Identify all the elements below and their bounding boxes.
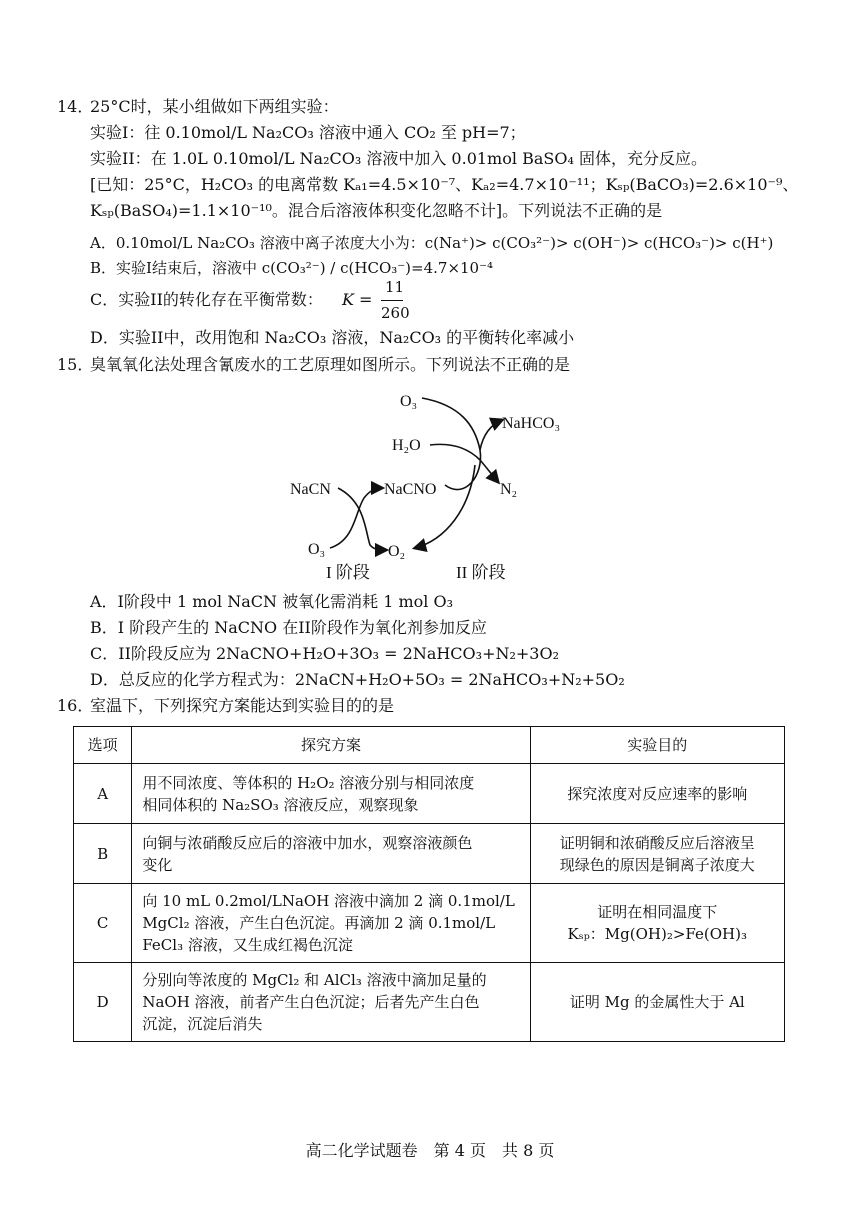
q14-option-d: D．实验II中，改用饱和 Na₂CO₃ 溶液，Na₂CO₃ 的平衡转化率减小 — [90, 328, 575, 347]
label-o3-bottom: O₃ — [308, 541, 326, 558]
plan-line: 沉淀，沉淀后消失 — [142, 1015, 263, 1033]
label-stage-2: II 阶段 — [456, 563, 506, 582]
q15-option-d: D．总反应的化学方程式为：2NaCN+H₂O+5O₃ = 2NaHCO₃+N₂+5O₂ — [90, 670, 625, 689]
q14-option-b: B．实验I结束后，溶液中 c(CO₃²⁻) / c(HCO₃⁻)=4.7×10⁻⁴ — [90, 259, 494, 277]
goal-line: Kₛₚ：Mg(OH)₂>Fe(OH)₃ — [567, 925, 747, 943]
row-option: A — [74, 764, 132, 824]
fraction-bar — [381, 300, 403, 301]
goal-line: 证明 Mg 的金属性大于 Al — [569, 993, 745, 1011]
plan-line: FeCl₃ 溶液，又生成红褐色沉淀 — [142, 936, 353, 954]
q14-known-line-1: [已知：25°C，H₂CO₃ 的电离常数 Kₐ₁=4.5×10⁻⁷、Kₐ₂=4.7×10⁻¹¹；Kₛₚ(BaCO₃)=2.6×10⁻⁹、 — [90, 175, 799, 194]
row-plan — [132, 824, 530, 884]
plan-line: 变化 — [142, 855, 173, 874]
row-goal — [530, 884, 784, 963]
experiment-table — [73, 726, 785, 1042]
table-row — [74, 963, 785, 1042]
q14-option-a: A．0.10mol/L Na₂CO₃ 溶液中离子浓度大小为：c(Na⁺)> c(CO₃²⁻)> c(OH⁻)> c(HCO₃⁻)> c(H⁺) — [90, 234, 774, 252]
q15-option-c: C．II阶段反应为 2NaCNO+H₂O+3O₃ = 2NaHCO₃+N₂+3O₂ — [90, 644, 560, 663]
goal-line: 证明铜和浓硝酸反应后溶液呈 — [559, 833, 755, 852]
q14-number: 14． — [57, 97, 94, 116]
label-stage-1: I 阶段 — [326, 563, 370, 582]
row-plan — [132, 963, 530, 1042]
label-nacno: NaCNO — [384, 481, 437, 498]
q15-option-a: A．I阶段中 1 mol NaCN 被氧化需消耗 1 mol O₃ — [90, 592, 453, 611]
page-footer: 高二化学试题卷 第 4 页 共 8 页 — [305, 1141, 555, 1160]
table-header-row — [74, 727, 785, 764]
goal-line: 现绿色的原因是铜离子浓度大 — [559, 855, 755, 874]
table-row — [74, 884, 785, 963]
q15-option-b: B．I 阶段产生的 NaCNO 在II阶段作为氧化剂参加反应 — [90, 618, 487, 637]
label-nahco3: NaHCO₃ — [502, 415, 561, 432]
header-option: 选项 — [74, 727, 132, 764]
q16-stem: 室温下，下列探究方案能达到实验目的的是 — [90, 696, 395, 715]
header-plan: 探究方案 — [132, 727, 530, 764]
q15-number: 15． — [57, 355, 94, 374]
plan-line: 用不同浓度、等体积的 H₂O₂ 溶液分别与相同浓度 — [142, 773, 475, 792]
row-goal — [530, 764, 784, 824]
goal-line: 证明在相同温度下 — [597, 903, 718, 921]
plan-line: NaOH 溶液，前者产生白色沉淀；后者先产生白色 — [142, 993, 480, 1011]
table-row — [74, 764, 785, 824]
label-n2: N₂ — [500, 481, 518, 498]
arrow-o3-to-nacno — [330, 488, 382, 548]
goal-line: 探究浓度对反应速率的影响 — [567, 784, 748, 803]
arrow-to-n2 — [430, 444, 498, 482]
q14-experiment-2: 实验II：在 1.0L 0.10mol/L Na₂CO₃ 溶液中加入 0.01mol BaSO₄ 固体，充分反应。 — [90, 149, 707, 168]
ozone-process-diagram — [270, 380, 590, 585]
row-option: B — [74, 824, 132, 884]
plan-line: MgCl₂ 溶液，产生白色沉淀。再滴加 2 滴 0.1mol/L — [142, 914, 496, 932]
plan-line: 向 10 mL 0.2mol/LNaOH 溶液中滴加 2 滴 0.1mol/L — [142, 892, 515, 910]
q14-known-line-2: Kₛₚ(BaSO₄)=1.1×10⁻¹⁰。混合后溶液体积变化忽略不计]。下列说法不正确的是 — [90, 201, 663, 220]
q15-stem: 臭氧氧化法处理含氰废水的工艺原理如图所示。下列说法不正确的是 — [90, 355, 571, 374]
q16-number: 16． — [57, 696, 94, 715]
q14-option-c — [90, 289, 323, 311]
plan-line: 分别向等浓度的 MgCl₂ 和 AlCl₃ 溶液中滴加足量的 — [142, 971, 487, 989]
row-goal — [530, 963, 784, 1042]
arrow-to-nahco3 — [480, 420, 502, 450]
label-h2o: H₂O — [392, 437, 421, 454]
label-o2: O₂ — [388, 543, 406, 560]
header-goal: 实验目的 — [530, 727, 784, 764]
arrow-to-o2-stage2 — [415, 465, 475, 548]
curve-o3-top — [422, 398, 481, 490]
row-plan — [132, 884, 530, 963]
row-goal — [530, 824, 784, 884]
label-nacn: NaCN — [290, 481, 331, 498]
row-plan — [132, 764, 530, 824]
q14-k-denominator: 260 — [381, 304, 410, 322]
row-option: D — [74, 963, 132, 1042]
plan-line: 向铜与浓硝酸反应后的溶液中加水，观察溶液颜色 — [142, 833, 473, 852]
arrow-nacn-to-o2 — [338, 488, 386, 550]
q14-option-c-label: C．实验II的转化存在平衡常数： — [90, 290, 323, 309]
plan-line: 相同体积的 Na₂SO₃ 溶液反应，观察现象 — [142, 795, 419, 814]
label-o3-top: O₃ — [400, 393, 418, 410]
row-option: C — [74, 884, 132, 963]
q14-stem: 25°C时，某小组做如下两组实验： — [90, 97, 339, 116]
q14-k-numerator: 11 — [385, 278, 405, 296]
q14-experiment-1: 实验I：往 0.10mol/L Na₂CO₃ 溶液中通入 CO₂ 至 pH=7； — [90, 123, 526, 142]
table-row — [74, 824, 785, 884]
q14-k-symbol: K = — [342, 290, 373, 309]
